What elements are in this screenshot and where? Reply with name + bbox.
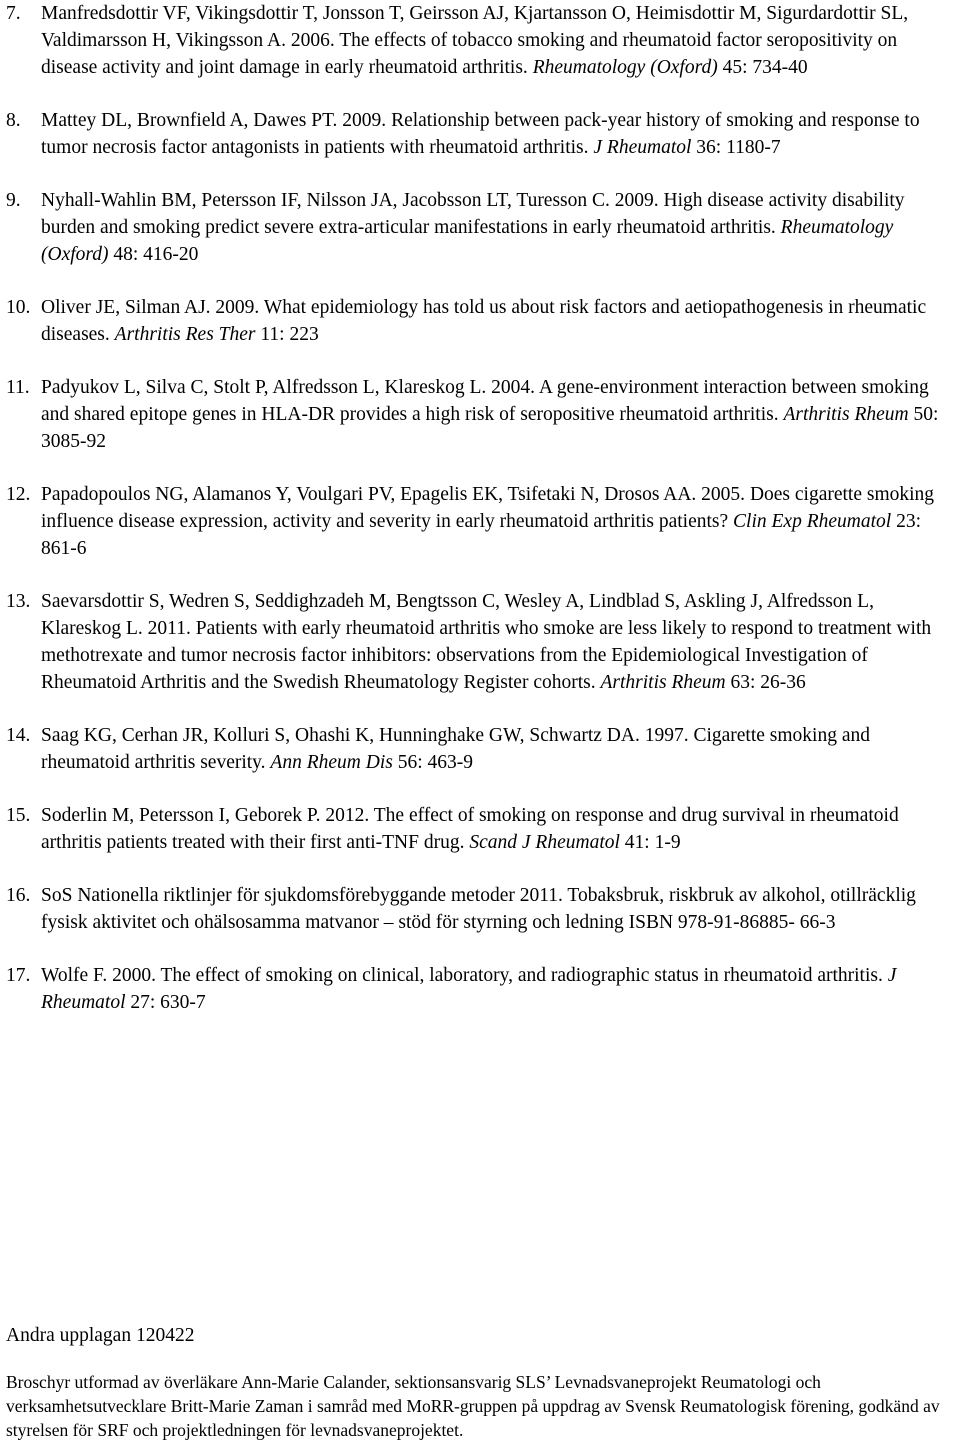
reference-item [0, 962, 960, 1016]
reference-item [0, 481, 960, 562]
reference-journal: Scand J Rheumatol [469, 832, 620, 853]
reference-citation: 27: 630-7 [130, 992, 206, 1013]
edition-note: Andra upplagan 120422 [6, 1325, 195, 1346]
reference-authors: Papadopoulos NG, Alamanos Y, Voulgari PV, Epagelis EK, Tsifetaki N, Drosos AA. 2005. [41, 484, 746, 505]
reference-number: 9. [6, 190, 21, 211]
reference-authors: Wolfe F. 2000. [41, 965, 156, 986]
reference-title: Patients with early rheumatoid arthritis who smoke are less likely to respond to treatment with methotrexate and tumor necrosis factor inhibitors: observations from the Epidemiological Investigation of Rheumatoid Arthritis and the Swedish Rheumatology Register cohorts. [41, 618, 932, 693]
reference-title: Does cigarette smoking influence disease expression, activity and severity in early rheumatoid arthritis patients? [41, 484, 935, 532]
reference-journal: J Rheumatol [41, 965, 897, 1013]
reference-title: The effect of smoking on response and drug survival in rheumatoid arthritis patients treated with their first anti-TNF drug. [41, 805, 899, 853]
reference-journal: Arthritis Rheum [783, 404, 909, 425]
reference-number: 11. [6, 377, 30, 398]
reference-item [0, 294, 960, 348]
reference-title: High disease activity disability burden and smoking predict severe extra-articular manifestations in early rheumatoid arthritis. [41, 190, 905, 238]
reference-item [0, 0, 960, 81]
reference-citation: 45: 734-40 [722, 57, 808, 78]
reference-item [0, 802, 960, 856]
reference-item [0, 722, 960, 776]
reference-authors: Oliver JE, Silman AJ. 2009. [41, 297, 260, 318]
brochure-credits: Broschyr utformad av överläkare Ann-Marie Calander, sektionsansvarig SLS’ Levnadsvaneprojekt Reumatologi och verksamhetsutvecklare Britt-Marie Zaman i samråd med MoRR-gruppen på uppdrag av Svensk Reumatologisk förening, godkänd av styrelsen för SRF och projektledningen för levnadsvaneprojektet. [6, 1372, 940, 1440]
reference-journal: Rheumatology (Oxford) [532, 57, 718, 78]
reference-journal: Ann Rheum Dis [270, 752, 393, 773]
reference-title: What epidemiology has told us about risk factors and aetiopathogenesis in rheumatic diseases. [41, 297, 927, 345]
reference-title: Cigarette smoking and rheumatoid arthritis severity. [41, 725, 871, 773]
reference-authors: Saevarsdottir S, Wedren S, Seddighzadeh M, Bengtsson C, Wesley A, Lindblad S, Askling J, Alfredsson L, Klareskog L. 2011. [41, 591, 874, 639]
reference-item [0, 588, 960, 696]
reference-number: 13. [6, 591, 31, 612]
reference-number: 14. [6, 725, 31, 746]
reference-journal: Rheumatology (Oxford) [41, 217, 894, 265]
reference-journal: Arthritis Res Ther [114, 324, 256, 345]
reference-authors: Nyhall-Wahlin BM, Petersson IF, Nilsson JA, Jacobsson LT, Turesson C. 2009. [41, 190, 659, 211]
reference-title: The effect of smoking on clinical, laboratory, and radiographic status in rheumatoid arthritis. [160, 965, 883, 986]
reference-number: 17. [6, 965, 31, 986]
reference-authors: Padyukov L, Silva C, Stolt P, Alfredsson L, Klareskog L. 2004. [41, 377, 535, 398]
reference-citation: 48: 416-20 [113, 244, 199, 265]
reference-citation: 11: 223 [260, 324, 319, 345]
reference-item [0, 374, 960, 455]
reference-title: The effects of tobacco smoking and rheumatoid factor seropositivity on disease activity and joint damage in early rheumatoid arthritis. [41, 30, 898, 78]
reference-authors: Manfredsdottir VF, Vikingsdottir T, Jonsson T, Geirsson AJ, Kjartansson O, Heimisdottir M, Sigurdardottir SL, Valdimarsson H, Vikingsson A. 2006. [41, 3, 909, 51]
reference-citation: 23: 861-6 [41, 511, 921, 559]
reference-citation: 36: 1180-7 [696, 137, 781, 158]
reference-number: 8. [6, 110, 21, 131]
reference-title: Tobaksbruk, riskbruk av alkohol, otillräcklig fysisk aktivitet och ohälsosamma matvanor – stöd för styrning och ledning ISBN 978-91-86885- 66-3 [41, 885, 916, 933]
reference-journal: Arthritis Rheum [600, 672, 726, 693]
reference-citation: 41: 1-9 [624, 832, 681, 853]
reference-number: 10. [6, 297, 31, 318]
reference-authors: Saag KG, Cerhan JR, Kolluri S, Ohashi K, Hunninghake GW, Schwartz DA. 1997. [41, 725, 689, 746]
reference-number: 16. [6, 885, 31, 906]
reference-journal: J Rheumatol [593, 137, 692, 158]
reference-authors: SoS Nationella riktlinjer för sjukdomsförebyggande metoder 2011. [41, 885, 563, 906]
reference-citation: 50: 3085-92 [41, 404, 939, 452]
reference-title: Relationship between pack-year history of smoking and response to tumor necrosis factor antagonists in patients with rheumatoid arthritis. [41, 110, 920, 158]
reference-item [0, 107, 960, 161]
reference-number: 7. [6, 3, 21, 24]
reference-item [0, 187, 960, 268]
reference-item [0, 882, 960, 936]
reference-authors: Mattey DL, Brownfield A, Dawes PT. 2009. [41, 110, 387, 131]
reference-number: 12. [6, 484, 31, 505]
reference-citation: 63: 26-36 [730, 672, 806, 693]
reference-journal: Clin Exp Rheumatol [733, 511, 892, 532]
reference-title: A gene-environment interaction between smoking and shared epitope genes in HLA-DR provides a high risk of seropositive rheumatoid arthritis. [41, 377, 929, 425]
reference-citation: 56: 463-9 [397, 752, 473, 773]
reference-number: 15. [6, 805, 31, 826]
reference-authors: Soderlin M, Petersson I, Geborek P. 2012. [41, 805, 370, 826]
